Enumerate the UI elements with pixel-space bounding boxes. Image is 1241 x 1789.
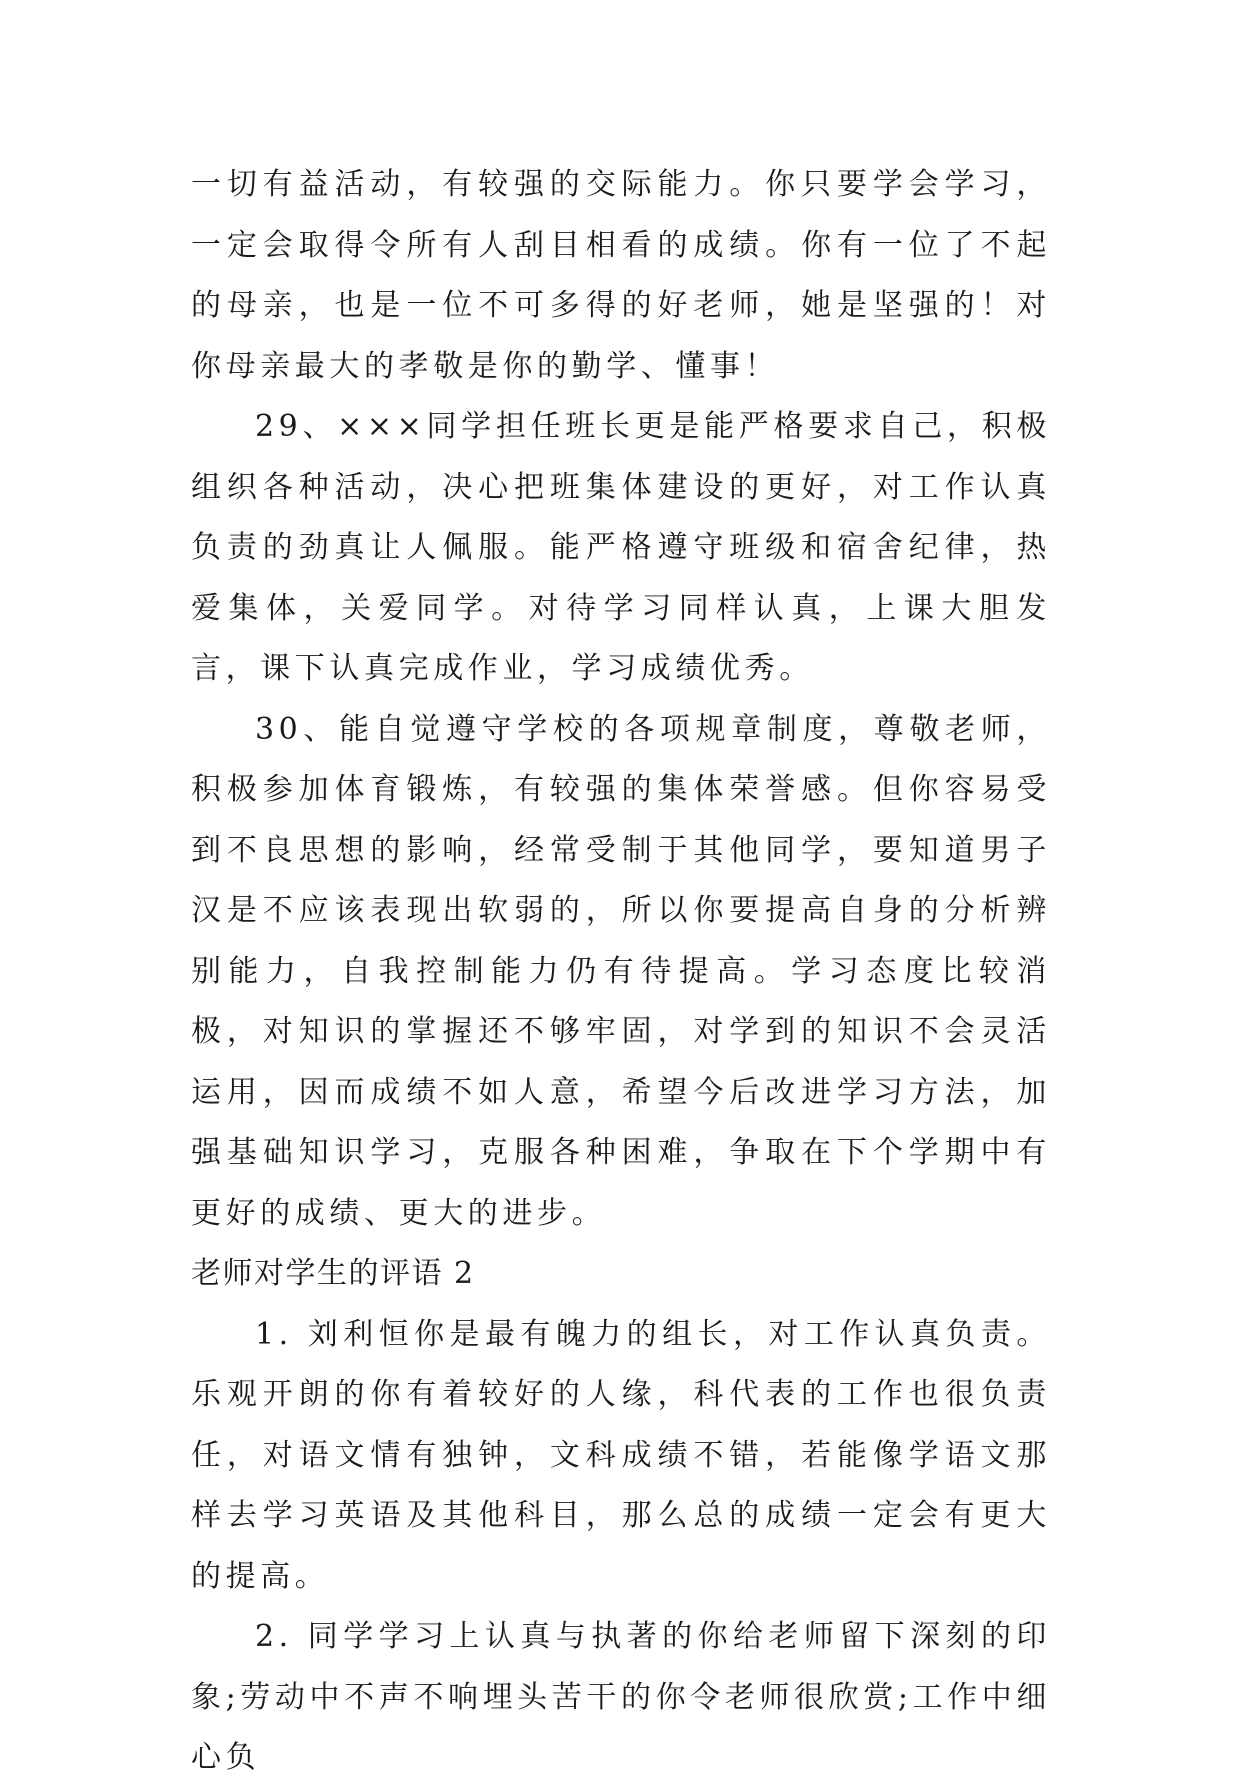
paragraph-s2-item-2: 2. 同学学习上认真与执著的你给老师留下深刻的印象;劳动中不声不响埋头苦干的你令老师很欣赏;工作中细心负: [191, 1619, 1051, 1775]
document-body: [191, 155, 1051, 1789]
section-heading: 老师对学生的评语 2: [191, 1256, 475, 1291]
paragraph-item-30: 30、能自觉遵守学校的各项规章制度，尊敬老师，积极参加体育锻炼，有较强的集体荣誉感。但你容易受到不良思想的影响，经常受制于其他同学，要知道男子汉是不应该表现出软弱的，所以你要提高自身的分析辨别能力，自我控制能力仍有待提高。学习态度比较消极，对知识的掌握还不够牢固，对学到的知识不会灵活运用，因而成绩不如人意，希望今后改进学习方法，加强基础知识学习，克服各种困难，争取在下个学期中有更好的成绩、更大的进步。: [191, 711, 1051, 1231]
paragraph-item-29: 29、×××同学担任班长更是能严格要求自己，积极组织各种活动，决心把班集体建设的更好，对工作认真负责的劲真让人佩服。能严格遵守班级和宿舍纪律，热爱集体，关爱同学。对待学习同样认真，上课大胆发言，课下认真完成作业，学习成绩优秀。: [191, 409, 1051, 686]
paragraph-continuation: 一切有益活动，有较强的交际能力。你只要学会学习，一定会取得令所有人刮目相看的成绩。你有一位了不起的母亲，也是一位不可多得的好老师，她是坚强的！对你母亲最大的孝敬是你的勤学、懂事！: [191, 167, 1051, 384]
paragraph-s2-item-1: 1. 刘利恒你是最有魄力的组长，对工作认真负责。乐观开朗的你有着较好的人缘，科代表的工作也很负责任，对语文情有独钟，文科成绩不错，若能像学语文那样去学习英语及其他科目，那么总的成绩一定会有更大的提高。: [191, 1316, 1051, 1594]
